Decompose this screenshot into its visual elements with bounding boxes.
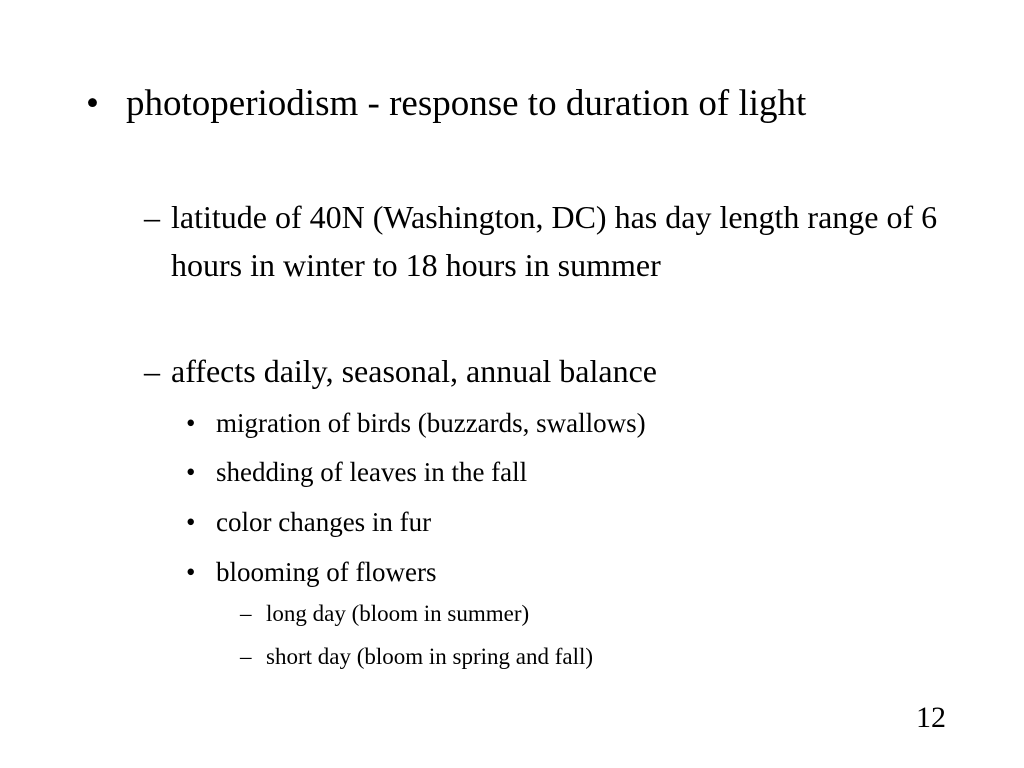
dash-marker: –: [144, 353, 160, 389]
page-number: 12: [916, 701, 946, 734]
effect-item-fur: [186, 504, 886, 540]
dash-marker: –: [144, 199, 160, 235]
main-bullet-text: photoperiodism - response to duration of light: [126, 83, 807, 124]
bullet-marker: •: [186, 507, 196, 537]
bloom-type-text: long day (bloom in summer): [266, 601, 530, 626]
bullet-marker: •: [186, 408, 196, 438]
sub-item-text: latitude of 40N (Washington, DC) has day length range of 6 hours in winter to 18 hours in summer: [171, 199, 938, 283]
dash-marker: –: [240, 644, 252, 669]
effect-item-text: shedding of leaves in the fall: [216, 457, 528, 487]
effect-item-blooming: [186, 554, 886, 590]
bloom-type-short-day: [240, 642, 840, 672]
effect-item-text: migration of birds (buzzards, swallows): [216, 408, 646, 438]
main-bullet: [86, 79, 936, 129]
bullet-marker: •: [86, 83, 99, 124]
dash-marker: –: [240, 601, 252, 626]
bloom-type-long-day: [240, 599, 840, 629]
sub-item-text: affects daily, seasonal, annual balance: [171, 353, 657, 389]
bullet-marker: •: [186, 457, 196, 487]
effect-item-migration: [186, 405, 886, 441]
bullet-marker: •: [186, 557, 196, 587]
effect-item-text: blooming of flowers: [216, 557, 437, 587]
sub-item-affects: [144, 347, 944, 395]
effect-item-text: color changes in fur: [216, 507, 432, 537]
sub-item-latitude: [144, 193, 944, 289]
effect-item-shedding: [186, 454, 886, 490]
bloom-type-text: short day (bloom in spring and fall): [266, 644, 594, 669]
